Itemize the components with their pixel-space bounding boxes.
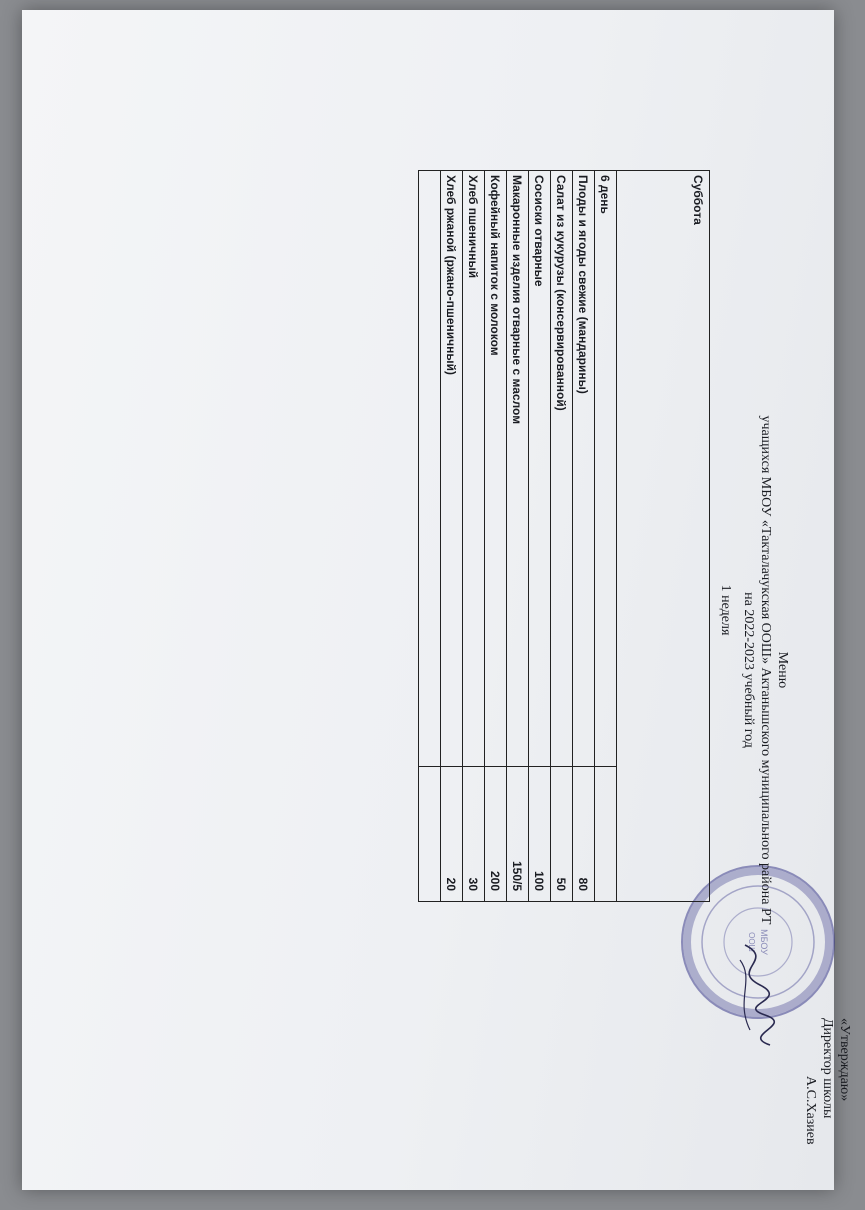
dish-name-cell: Плоды и ягоды свежие (мандарины) (573, 171, 595, 767)
qty-cell: 30 (463, 767, 485, 902)
dish-name-cell: Кофейный напиток с молоком (485, 171, 507, 767)
table-row (419, 171, 441, 902)
table-row (617, 171, 710, 902)
menu-title-block (740, 320, 791, 1020)
table-row (485, 171, 507, 902)
qty-cell: 50 (551, 767, 573, 902)
rotated-content (22, 10, 865, 1210)
table-row (529, 171, 551, 902)
approval-title: «Утверждаю» (837, 1018, 852, 1102)
table-row (463, 171, 485, 902)
table-row (507, 171, 529, 902)
document-page (22, 10, 852, 1190)
dish-name-cell: Макаронные изделия отварные с маслом (507, 171, 529, 767)
qty-cell (595, 767, 617, 902)
dish-name-cell: Хлеб пшеничный (463, 171, 485, 767)
menu-table (418, 170, 710, 902)
menu-title: Меню (775, 651, 790, 689)
dish-name-cell: Сосиски отварные (529, 171, 551, 767)
menu-year: на 2022-2023 учебный год (741, 592, 756, 748)
qty-cell (419, 767, 441, 902)
qty-cell: 20 (441, 767, 463, 902)
svg-text:ООШ: ООШ (747, 932, 756, 952)
qty-cell: 200 (485, 767, 507, 902)
week-label: 1 неделя (718, 584, 733, 636)
day-number-cell: 6 день (595, 171, 617, 767)
table-row (551, 171, 573, 902)
qty-cell: 150/5 (507, 767, 529, 902)
svg-text:МБОУ: МБОУ (759, 929, 769, 955)
qty-cell: 80 (573, 767, 595, 902)
approval-block (802, 1018, 853, 1188)
dish-name-cell: Салат из кукурузы (консервированной) (551, 171, 573, 767)
table-row (595, 171, 617, 902)
table-row (441, 171, 463, 902)
menu-subtitle: учащихся МБОУ «Такталачукская ООШ» Актанышского муниципального района РТ (758, 415, 773, 925)
approval-name: А.С.Хазиев (803, 1076, 818, 1145)
table-row (573, 171, 595, 902)
empty-cell (419, 171, 441, 767)
day-name-cell: Суббота (617, 171, 710, 902)
approval-position: Директор школы (820, 1018, 835, 1119)
dish-name-cell: Хлеб ржаной (ржано-пшеничный) (441, 171, 463, 767)
qty-cell: 100 (529, 767, 551, 902)
